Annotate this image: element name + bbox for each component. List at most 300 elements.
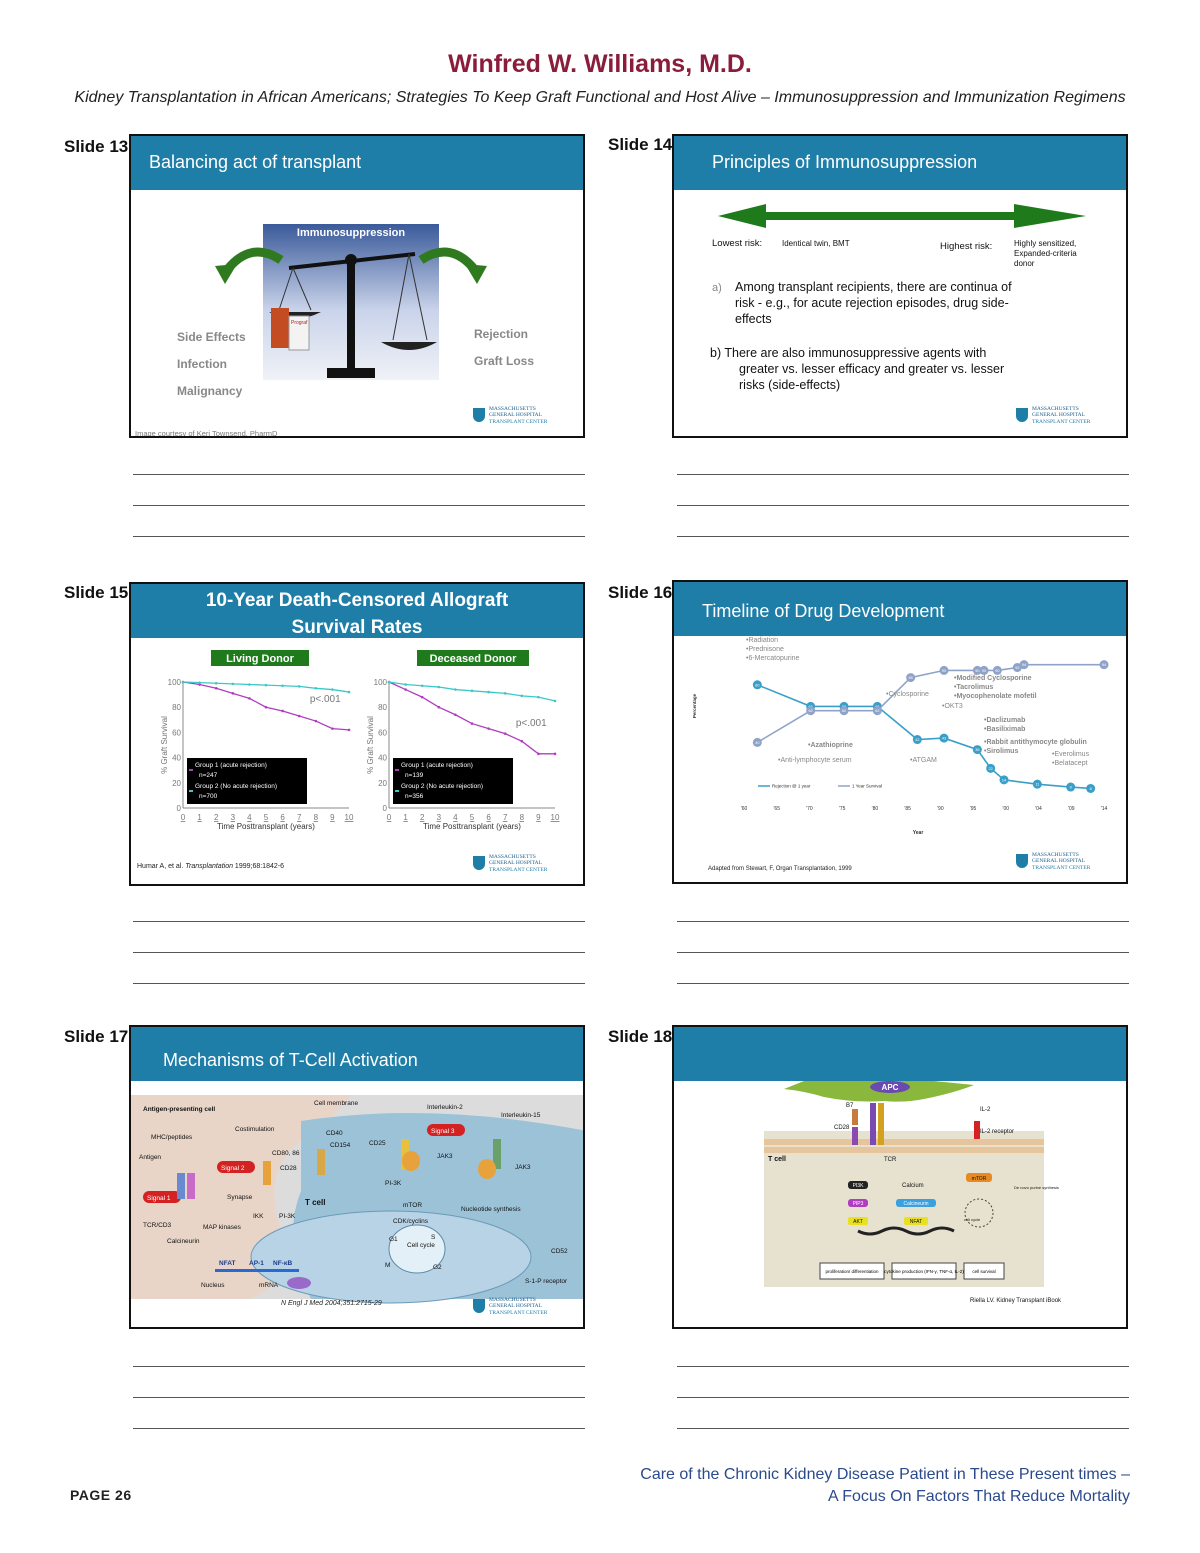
point-a-line-1: Among transplant recipients, there are continua of <box>735 280 1012 294</box>
x-tick-label: 3 <box>436 813 442 822</box>
x-tick-label: '85 <box>904 806 911 812</box>
series-point <box>471 690 474 693</box>
x-tick-label: 6 <box>280 813 285 822</box>
series-point <box>281 684 284 687</box>
slide-header <box>131 136 583 190</box>
y-tick-label: 80 <box>172 703 181 713</box>
chart-legend <box>393 758 513 804</box>
legend-swatch <box>189 769 193 771</box>
balance-scale-illustration <box>131 190 585 438</box>
x-tick-label: '75 <box>838 806 846 812</box>
point-value: 94 <box>1021 663 1027 668</box>
label-cellcycle: cell cycle <box>964 1217 981 1222</box>
legend-label: Rejection @ 1 year <box>772 783 811 789</box>
series-point <box>298 685 301 688</box>
slide-label-16: Slide 16 <box>608 583 673 602</box>
slide-title: Balancing act of transplant <box>149 152 362 172</box>
shield-icon <box>473 856 485 870</box>
label-b7: B7 <box>846 1103 854 1109</box>
series-point <box>215 682 218 685</box>
legend-label: Group 2 (No acute rejection) <box>195 783 278 790</box>
label-mhc: MHC/peptides <box>151 1134 193 1141</box>
slide-header <box>674 1027 1126 1081</box>
left-item-malignancy: Malignancy <box>177 384 243 398</box>
point-value: 22 <box>988 766 993 771</box>
p-value-annotation: p<.001 <box>515 717 547 729</box>
logo-line-1: MASSACHUSETTS <box>1032 406 1079 412</box>
legend-label: 1 Year Survival <box>852 783 883 789</box>
label-nfkb: NF-κB <box>273 1260 293 1267</box>
label-cd25: CD25 <box>369 1140 386 1147</box>
label-map: MAP kinases <box>203 1224 241 1231</box>
label-m: M <box>385 1262 391 1269</box>
x-tick-label: 5 <box>469 813 475 822</box>
point-b-line-3: risks (side-effects) <box>739 378 841 392</box>
label-cd28: CD28 <box>280 1165 297 1172</box>
risk-continuum <box>674 190 1128 438</box>
x-tick-label: 5 <box>263 813 269 822</box>
series-point <box>298 715 301 718</box>
right-item-rejection: Rejection <box>474 327 529 341</box>
drug-label: •Sirolimus <box>984 748 1019 755</box>
label-nucleus: Nucleus <box>201 1282 225 1289</box>
signal-3-badge: Signal 3 <box>431 1128 455 1135</box>
label-cd52: CD52 <box>551 1248 568 1255</box>
label-jak3-a: JAK3 <box>437 1153 453 1160</box>
citation: Riella LV. Kidney Transplant iBook <box>970 1298 1062 1304</box>
x-tick-label: '00 <box>1002 806 1010 812</box>
x-tick-label: '90 <box>937 806 944 812</box>
citation-details: 1999;68:1842-6 <box>232 863 284 870</box>
series-line-1 <box>757 685 1090 789</box>
series-point <box>248 683 251 686</box>
drug-label: •Anti-lymphocyte serum <box>778 757 852 764</box>
logo-line-1: MASSACHUSETTS <box>489 406 536 412</box>
point-b-line-1: b) There are also immunosuppressive agents with <box>710 346 987 360</box>
drug-label: •Rabbit antithymocyte globulin <box>984 739 1087 746</box>
highest-risk-value-1: Highly sensitized, <box>1014 239 1077 248</box>
x-tick-label: 0 <box>386 813 392 822</box>
drug-label: •Modified Cyclosporine <box>954 675 1032 682</box>
series-point <box>537 696 540 699</box>
label-il15: Interleukin-15 <box>501 1112 541 1119</box>
double-arrow-icon <box>718 204 1086 228</box>
legend-n: n=356 <box>405 793 424 800</box>
logo-line-2: GENERAL HOSPITAL <box>489 412 542 418</box>
label-ikk: IKK <box>253 1213 264 1220</box>
page-subtitle: Kidney Transplantation in African Americans; Strategies To Keep Graft Functional and Host Alive – Immunosuppression and Immunization Regimens <box>74 89 1126 106</box>
x-tick-label: 8 <box>313 813 319 822</box>
label-cd28: CD28 <box>834 1125 850 1131</box>
slide-16 <box>672 580 1128 884</box>
label-nucleotide: Nucleotide synthesis <box>461 1206 521 1213</box>
y-tick-label: 0 <box>176 804 181 813</box>
label-apc: APC <box>881 1083 899 1092</box>
series-point <box>521 740 524 743</box>
page-author: Winfred W. Williams, M.D. <box>448 50 752 78</box>
point-value: 62 <box>808 709 813 714</box>
drug-label: •OKT3 <box>942 703 963 710</box>
note-line <box>677 1428 1129 1429</box>
signal-1-badge: Signal 1 <box>147 1195 171 1202</box>
drug-label: •Cyclosporine <box>886 691 929 698</box>
footer-line-2: A Focus On Factors That Reduce Mortality <box>827 1488 1130 1505</box>
logo-line-3: TRANSPLANT CENTER <box>1032 419 1091 425</box>
label-cell-membrane: Cell membrane <box>314 1100 359 1107</box>
x-tick-label: 4 <box>453 813 458 822</box>
label-pi3k: PI-3K <box>279 1213 296 1220</box>
drug-label: •Prednisone <box>746 646 784 653</box>
image-credit: Image courtesy of Keri Townsend, PharmD <box>135 429 278 438</box>
series-point <box>454 688 457 691</box>
series-point <box>454 713 457 716</box>
y-tick-label: 40 <box>172 753 181 763</box>
x-tick-label: '70 <box>806 806 813 812</box>
point-value: 85 <box>908 676 913 681</box>
citation-journal: Transplantation <box>185 863 233 870</box>
point-value: 80 <box>755 683 760 688</box>
x-tick-label: 9 <box>330 813 335 822</box>
drug-label: •Azathioprine <box>808 742 853 749</box>
series-point <box>404 683 407 686</box>
series-point <box>248 697 251 700</box>
shield-icon <box>473 1299 485 1313</box>
drug-label: •Basiliximab <box>984 726 1026 733</box>
label-antigen: Antigen <box>139 1154 162 1161</box>
slide-title: Principles of Immunosuppression <box>712 152 978 172</box>
x-tick-label: 2 <box>419 813 425 822</box>
point-value: 62 <box>875 709 880 714</box>
point-a-line-3: effects <box>735 312 772 326</box>
drug-label: •Radiation <box>746 637 779 644</box>
legend-label: Group 2 (No acute rejection) <box>401 783 484 790</box>
label-il2: Interleukin-2 <box>427 1104 463 1111</box>
label-calcineurin: Calcineurin <box>167 1238 200 1245</box>
slide-label-18: Slide 18 <box>608 1027 673 1046</box>
point-value: 9 <box>1069 785 1072 790</box>
x-tick-label: 4 <box>247 813 252 822</box>
label-pi3k: PI3K <box>852 1183 864 1189</box>
hospital-logo <box>473 854 569 876</box>
slide-label-17: Slide 17 <box>64 1027 129 1046</box>
label-nfat: NFAT <box>909 1219 923 1225</box>
slide-header <box>674 582 1126 636</box>
label-mrna: mRNA <box>259 1282 279 1289</box>
shield-icon <box>473 408 485 422</box>
x-tick-label: 1 <box>197 813 202 822</box>
series-point <box>348 691 351 694</box>
series-point <box>537 753 540 756</box>
x-tick-label: '14 <box>1100 806 1108 812</box>
y-tick-label: 0 <box>382 804 387 813</box>
note-line <box>133 505 585 506</box>
x-tick-label: '09 <box>1068 806 1075 812</box>
slide-label-15: Slide 15 <box>64 583 129 602</box>
lowest-risk-value: Identical twin, BMT <box>782 239 850 248</box>
label-tcr: TCR/CD3 <box>143 1222 172 1229</box>
highest-risk-label: Highest risk: <box>940 241 993 252</box>
series-point <box>265 684 268 687</box>
lowest-risk-label: Lowest risk: <box>712 238 763 249</box>
signaling-diagram <box>674 1081 1128 1329</box>
point-value: 62 <box>841 709 847 714</box>
survival-charts <box>131 638 585 886</box>
drug-label: •6-Mercatopurine <box>746 655 800 662</box>
label-il2r: IL-2 receptor <box>980 1129 1015 1135</box>
x-tick-label: 8 <box>519 813 525 822</box>
hospital-logo <box>1016 852 1112 874</box>
label-tcell: T cell <box>768 1156 786 1163</box>
label-pip3: PIP3 <box>852 1201 864 1207</box>
series-point <box>331 688 334 691</box>
note-line <box>133 952 585 953</box>
logo-line-2: GENERAL HOSPITAL <box>489 1303 542 1309</box>
drug-box-label: Prograf <box>291 320 308 326</box>
series-point <box>554 700 557 703</box>
x-axis-label: Time Posttransplant (years) <box>217 822 315 831</box>
series-point <box>504 732 507 735</box>
t-cell-activation-diagram <box>131 1081 585 1329</box>
note-line <box>133 1366 585 1367</box>
legend-swatch <box>395 790 399 792</box>
citation-authors: Humar A, et al. <box>137 863 186 870</box>
x-tick-label: '95 <box>969 806 977 812</box>
label-il2: IL-2 <box>980 1107 991 1113</box>
series-point <box>198 681 201 684</box>
citation: N Engl J Med 2004;351:2715-29 <box>281 1300 382 1307</box>
note-line <box>133 474 585 475</box>
hospital-logo <box>473 406 569 428</box>
legend-n: n=700 <box>199 793 218 800</box>
x-tick-label: 7 <box>502 813 508 822</box>
note-line <box>133 1397 585 1398</box>
series-point <box>232 683 235 686</box>
point-a-marker: a) <box>712 282 722 294</box>
label-cell-cycle: Cell cycle <box>407 1242 435 1249</box>
label-mtor: mTOR <box>971 1176 987 1182</box>
legend-swatch <box>189 790 193 792</box>
slide-15 <box>129 582 585 886</box>
series-point <box>315 720 318 723</box>
y-tick-label: 60 <box>378 728 387 738</box>
series-point <box>438 686 441 689</box>
left-item-side-effects: Side Effects <box>177 330 246 344</box>
right-item-graft-loss: Graft Loss <box>474 354 535 368</box>
note-line <box>133 536 585 537</box>
logo-line-3: TRANSPLANT CENTER <box>489 867 548 873</box>
x-tick-label: 2 <box>213 813 219 822</box>
series-point <box>281 710 284 713</box>
note-line <box>677 1366 1129 1367</box>
x-tick-label: 10 <box>344 813 354 822</box>
logo-line-3: TRANSPLANT CENTER <box>489 1310 548 1316</box>
series-point <box>504 692 507 695</box>
point-value: 35 <box>975 748 980 753</box>
series-point <box>521 695 524 698</box>
left-item-infection: Infection <box>177 357 227 371</box>
shield-icon <box>1016 854 1028 868</box>
y-tick-label: 100 <box>373 678 387 687</box>
logo-line-3: TRANSPLANT CENTER <box>489 419 548 425</box>
chart-legend <box>758 784 882 789</box>
y-tick-label: 20 <box>378 778 387 788</box>
note-line <box>133 983 585 984</box>
series-point <box>232 692 235 695</box>
legend-n: n=139 <box>405 772 424 779</box>
point-value: 40 <box>755 740 760 745</box>
drug-label: •Myocophenolate mofetil <box>954 693 1037 700</box>
slide-header <box>131 1027 583 1081</box>
label-g2: G2 <box>433 1264 442 1271</box>
label-ap1: AP-1 <box>249 1260 264 1267</box>
scale-title: Immunosuppression <box>296 227 406 239</box>
drug-label: •Tacrolimus <box>954 684 994 691</box>
x-tick-label: 0 <box>180 813 186 822</box>
y-tick-label: 60 <box>172 728 181 738</box>
label-costimulation: Costimulation <box>235 1126 275 1133</box>
point-a-line-2: risk - e.g., for acute rejection episodes, drug side- <box>735 296 1009 310</box>
note-line <box>133 921 585 922</box>
series-point <box>471 722 474 725</box>
label-synapse: Synapse <box>227 1194 253 1201</box>
logo-line-1: MASSACHUSETTS <box>489 854 536 860</box>
citation <box>137 863 284 870</box>
survival-chart-1 <box>160 650 354 831</box>
label-denovo: De novo purine synthesis <box>1014 1185 1059 1190</box>
note-line <box>677 983 1129 984</box>
citation: Adapted from Stewart, F, Organ Transplantation, 1999 <box>708 866 852 872</box>
series-point <box>331 727 334 730</box>
y-tick-label: 40 <box>378 753 387 763</box>
logo-line-3: TRANSPLANT CENTER <box>1032 865 1091 871</box>
x-tick-label: 1 <box>403 813 408 822</box>
slide-13 <box>129 134 585 438</box>
y-axis-label: % Graft Survival <box>366 716 375 774</box>
footer-line-1: Care of the Chronic Kidney Disease Patient in These Present times – <box>640 1466 1130 1483</box>
label-tcr: TCR <box>884 1157 897 1163</box>
label-tcell: T cell <box>305 1198 326 1207</box>
point-value: 90 <box>975 668 980 673</box>
label-s1p: S-1-P receptor <box>525 1278 568 1285</box>
label-calcium: Calcium <box>902 1183 924 1189</box>
series-point <box>438 706 441 709</box>
note-line <box>677 474 1129 475</box>
x-tick-label: 7 <box>296 813 302 822</box>
signal-2-badge: Signal 2 <box>221 1165 245 1172</box>
p-value-annotation: p<.001 <box>309 693 341 705</box>
note-line <box>677 952 1129 953</box>
legend-swatch <box>395 769 399 771</box>
highest-risk-value-3: donor <box>1014 259 1035 268</box>
x-tick-label: '65 <box>773 806 780 812</box>
label-calcineurin: Calcineurin <box>903 1201 929 1207</box>
hospital-logo <box>1016 406 1112 428</box>
label-prolif: proliferation/ differentiation <box>825 1269 879 1274</box>
point-value: 14 <box>1001 778 1007 783</box>
point-value: 11 <box>1035 782 1040 787</box>
legend-label: Group 1 (acute rejection) <box>401 762 473 769</box>
legend-label: Group 1 (acute rejection) <box>195 762 267 769</box>
logo-line-2: GENERAL HOSPITAL <box>489 860 542 866</box>
label-cdk: CDK/cyclins <box>393 1218 429 1225</box>
series-point <box>388 681 391 684</box>
point-value: 90 <box>941 668 947 673</box>
x-tick-label: 9 <box>536 813 541 822</box>
drug-label: •ATGAM <box>910 757 937 764</box>
label-cd154: CD154 <box>330 1142 351 1149</box>
logo-line-1: MASSACHUSETTS <box>1032 852 1079 858</box>
slide-header <box>674 136 1126 190</box>
point-value: 8 <box>1089 786 1092 791</box>
label-cd80: CD80, 86 <box>272 1150 300 1157</box>
slide-title: Timeline of Drug Development <box>702 601 945 621</box>
y-tick-label: 80 <box>378 703 387 713</box>
timeline-chart <box>674 636 1128 884</box>
x-tick-label: 3 <box>230 813 236 822</box>
label-g1: G1 <box>389 1236 398 1243</box>
label-jak3-b: JAK3 <box>515 1164 531 1171</box>
drug-label: •Everolimus <box>1052 751 1090 758</box>
logo-line-2: GENERAL HOSPITAL <box>1032 412 1085 418</box>
series-point <box>215 687 218 690</box>
logo-line-1: MASSACHUSETTS <box>489 1297 536 1303</box>
point-value: 92 <box>1015 666 1020 671</box>
chart-legend <box>187 758 307 804</box>
point-value: 42 <box>915 738 920 743</box>
point-b-line-2: greater vs. lesser efficacy and greater vs. lesser <box>739 362 1005 376</box>
label-cd40: CD40 <box>326 1130 343 1137</box>
y-axis-label: Percentage <box>692 693 697 719</box>
label-mtor: mTOR <box>403 1202 423 1209</box>
hospital-logo <box>473 1297 569 1319</box>
series-point <box>487 727 490 730</box>
slide-label-13: Slide 13 <box>64 137 129 156</box>
label-s: S <box>431 1234 436 1241</box>
label-apc: Antigen-presenting cell <box>143 1106 216 1113</box>
highest-risk-value-2: Expanded-criteria <box>1014 249 1077 258</box>
drug-label: •Daclizumab <box>984 717 1026 724</box>
note-line <box>133 1428 585 1429</box>
y-axis-label: % Graft Survival <box>160 716 169 774</box>
point-value: 90 <box>995 668 1000 673</box>
x-axis-label: Time Posttransplant (years) <box>423 822 521 831</box>
point-value: 94 <box>1101 663 1107 668</box>
slide-17 <box>129 1025 585 1329</box>
drug-label: •Belatacept <box>1052 760 1088 767</box>
y-tick-label: 20 <box>172 778 181 788</box>
legend-n: n=247 <box>199 772 218 779</box>
series-point <box>348 729 351 732</box>
series-point <box>265 706 268 709</box>
series-point <box>182 681 185 684</box>
survival-chart-2 <box>366 650 560 831</box>
note-line <box>677 505 1129 506</box>
series-point <box>421 696 424 699</box>
label-cytokine: cytokine production (IFN-γ, TNF-α, IL-2) <box>884 1269 964 1274</box>
label-pi3k-b: PI-3K <box>385 1180 402 1187</box>
series-point <box>421 684 424 687</box>
series-point <box>404 688 407 691</box>
point-value: 90 <box>981 668 987 673</box>
x-tick-label: 6 <box>486 813 491 822</box>
chart-title: Deceased Donor <box>429 653 517 665</box>
label-survival: cell survival <box>972 1269 996 1274</box>
slide-title: Mechanisms of T-Cell Activation <box>163 1050 418 1070</box>
note-line <box>677 921 1129 922</box>
note-line <box>677 1397 1129 1398</box>
series-point <box>554 753 557 756</box>
series-point <box>315 687 318 690</box>
